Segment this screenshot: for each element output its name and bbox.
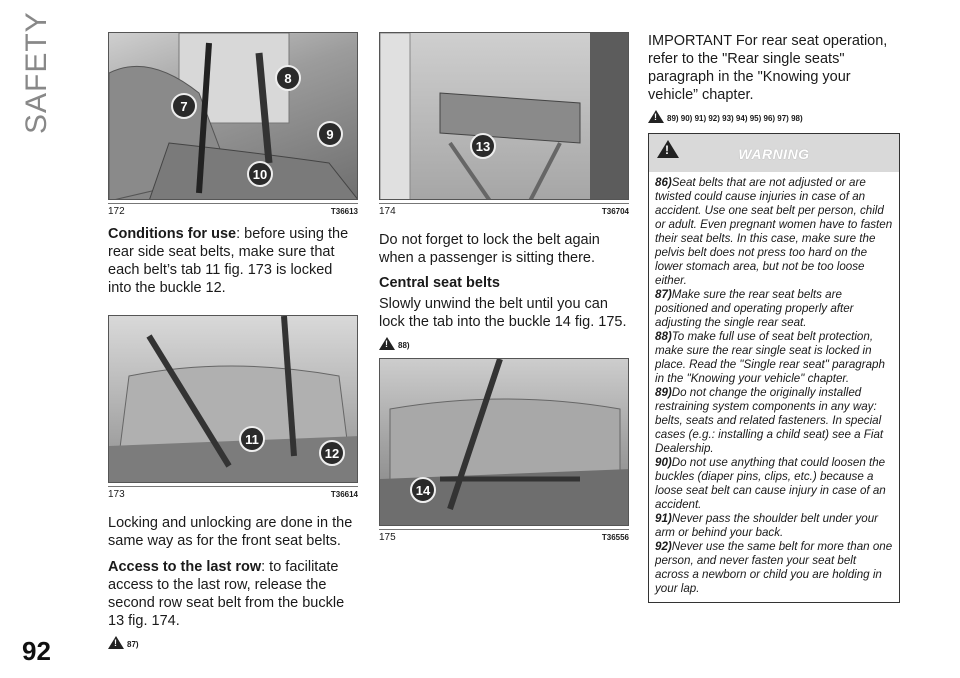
figure-number: 175 (379, 532, 396, 543)
warning-item (655, 288, 893, 330)
callout-11: 11 (239, 426, 265, 452)
figure-173-caption (108, 486, 358, 500)
warning-text: Do not use anything that could loosen the buckles (diaper pins, clips, etc.) because a loose seat belt can cause injury in case of an accident. (655, 456, 886, 511)
page-number: 92 (22, 636, 51, 666)
warning-text: Do not change the originally installed restraining system components in any way: belts, seats and related fasteners. In special cases (e.g.: installing a child seat) see a Fiat Dealership. (655, 386, 884, 455)
figure-175-image (379, 358, 629, 526)
buckle-illustration (380, 33, 629, 200)
warning-reference-number[interactable]: 87) (127, 640, 139, 649)
warning-reference-number[interactable]: 88) (398, 341, 410, 350)
warning-body (649, 172, 899, 602)
warning-triangle-icon (108, 636, 124, 649)
callout-12: 12 (319, 440, 345, 466)
warning-title: WARNING (738, 146, 810, 162)
column-3 (648, 32, 900, 603)
figure-code: T36556 (601, 533, 629, 542)
warning-number: 89) (655, 386, 672, 399)
warning-triangle-icon (379, 337, 395, 350)
warning-item (655, 176, 893, 288)
access-term: Access to the last row (108, 559, 262, 575)
warning-header (649, 134, 899, 172)
column-1 (108, 32, 358, 649)
warning-number: 90) (655, 456, 672, 469)
conditions-text: : before using the rear side seat belts, make sure that each belt’s tab 11 fig. 173 is locked into the buckle 12. (108, 226, 349, 296)
figure-172-caption (108, 203, 358, 217)
access-text: : to facilitate access to the last row, release the second row seat belt from the buckle 13 fig. 174. (108, 559, 345, 629)
central-belts-heading: Central seat belts (379, 275, 500, 291)
section-tab-label: SAFETY (20, 11, 53, 134)
warning-item (655, 540, 893, 596)
figure-code: T36704 (601, 207, 629, 216)
callout-8: 8 (275, 65, 301, 91)
warning-number: 91) (655, 512, 672, 525)
warning-reference (108, 636, 358, 649)
warning-text: To make full use of seat belt protection, make sure the rear single seat is locked in place. Read the "Single rear seat" paragraph in the "Knowing your vehicle" chapter. (655, 330, 885, 385)
callout-7: 7 (171, 93, 197, 119)
warning-number: 87) (655, 288, 672, 301)
warning-item (655, 330, 893, 386)
conditions-term: Conditions for use (108, 226, 237, 242)
figure-code: T36613 (330, 207, 358, 216)
warning-reference (379, 337, 629, 350)
callout-9: 9 (317, 121, 343, 147)
warning-number: 88) (655, 330, 672, 343)
warning-item (655, 456, 893, 512)
important-note: IMPORTANT For rear seat operation, refer to the "Rear single seats" paragraph in the "Knowing your vehicle” chapter. (648, 33, 888, 103)
warning-text: Seat belts that are not adjusted or are twisted could cause injuries in case of an accident. Use one seat belt per person, child or adult. Even pregnant women have to fasten their seat belts. In this case, make sure the pelvis belt does not press too hard on the lower stomach area, but not be too loose either. (655, 176, 893, 287)
central-belts-paragraph: Slowly unwind the belt until you can lock the tab into the buckle 14 fig. 175. (379, 296, 627, 330)
warning-references (648, 110, 900, 123)
figure-code: T36614 (330, 490, 358, 499)
warning-text: Never pass the shoulder belt under your arm or behind your back. (655, 512, 878, 539)
warning-triangle-icon (648, 110, 664, 123)
warning-reference-list[interactable]: 89) 90) 91) 92) 93) 94) 95) 96) 97) 98) (667, 114, 803, 123)
warning-number: 86) (655, 176, 672, 189)
callout-10: 10 (247, 161, 273, 187)
figure-174-image (379, 32, 629, 200)
relock-paragraph: Do not forget to lock the belt again when a passenger is sitting there. (379, 232, 600, 266)
callout-13: 13 (470, 133, 496, 159)
figure-172-image (108, 32, 358, 200)
seat-illustration (109, 33, 358, 200)
figure-173-image (108, 315, 358, 483)
warning-item (655, 512, 893, 540)
warning-number: 92) (655, 540, 672, 553)
figure-174-caption (379, 203, 629, 217)
figure-175-caption (379, 529, 629, 543)
figure-number: 173 (108, 489, 125, 500)
access-paragraph (108, 558, 358, 630)
callout-14: 14 (410, 477, 436, 503)
section-tab (20, 11, 80, 144)
figure-number: 172 (108, 206, 125, 217)
warning-text: Make sure the rear seat belts are positioned and operating properly after adjusting the single rear seat. (655, 288, 854, 329)
warning-item (655, 386, 893, 456)
column-2 (379, 32, 629, 543)
locking-paragraph: Locking and unlocking are done in the same way as for the front seat belts. (108, 515, 353, 549)
warning-text: Never use the same belt for more than one person, and never fasten your seat belt across a newborn or child you are holding in your lap. (655, 540, 893, 595)
figure-number: 174 (379, 206, 396, 217)
warning-box (648, 133, 900, 603)
conditions-paragraph (108, 225, 358, 297)
